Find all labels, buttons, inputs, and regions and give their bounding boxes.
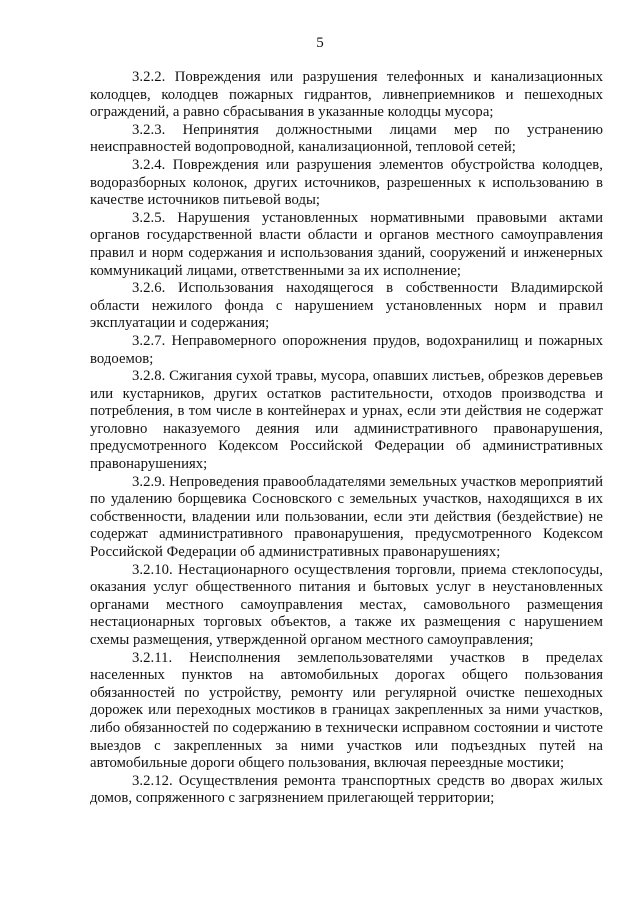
- clause-text: Повреждения или разрушения элементов обустройства колодцев, водоразборных колонок, других источников, разрешенных к использованию в качестве источников питьевой воды;: [90, 156, 603, 209]
- clause-number: 3.2.2.: [132, 69, 166, 85]
- clause-number: 3.2.3.: [132, 121, 166, 138]
- clause-text: Неисполнения землепользователями участков в пределах населенных пунктов на автомобильных дорогах общего пользования обязанностей по устройству, ремонту или регулярной очистке пешеходных дорожек или переходных мостиков в границах закрепленных за ними участков, либо обязанностей по содержанию в технически исправном состоянии и чистоте выездов с закрепленных за ними участков или подъездных путей на автомобильные дороги общего пользования, включая переездные мостики;: [90, 649, 603, 772]
- clause-number: 3.2.4.: [132, 156, 166, 173]
- page-number: 5: [316, 35, 324, 51]
- clause-number: 3.2.6.: [132, 280, 166, 297]
- clause-number: 3.2.8.: [132, 368, 166, 385]
- clause-text: Непроведения правообладателями земельных участков мероприятий по удалению борщевика Сосновского с земельных участков, находящихся в их собственности, владении или пользовании, если эти действия (бездействие) не содержат административного правонарушения, предусмотренного Кодексом Российской Федерации об административных правонарушениях;: [90, 473, 603, 561]
- clause-number: 3.2.9.: [132, 473, 166, 490]
- clause-text: Использования находящегося в собственности Владимирской области нежилого фонда с нарушением установленных норм и правил эксплуатации и содержания;: [90, 280, 603, 332]
- clause-3-2-9: [90, 474, 603, 562]
- clause-3-2-6: [90, 280, 603, 333]
- clause-text: Сжигания сухой травы, мусора, опавших листьев, обрезков деревьев или кустарников, других остатков растительности, отходов производства и потребления, в том числе в контейнерах и урнах, если эти действия не содержат уголовно наказуемого деяния или административного правонарушения, предусмотренного Кодексом Российской Федерации об административных правонарушениях;: [90, 368, 603, 473]
- clause-text: Осуществления ремонта транспортных средств во дворах жилых домов, сопряженного с загрязнением прилегающей территории;: [90, 772, 603, 807]
- clause-3-2-4: [90, 157, 603, 210]
- clause-3-2-11: [90, 650, 603, 773]
- clause-3-2-3: [90, 122, 603, 157]
- clause-3-2-7: [90, 333, 603, 368]
- clause-number: 3.2.12.: [132, 772, 173, 789]
- clause-3-2-10: [90, 562, 603, 650]
- clause-number: 3.2.10.: [132, 561, 173, 578]
- clause-text: Непринятия должностными лицами мер по устранению неисправностей водопроводной, канализационной, тепловой сетей;: [90, 121, 603, 156]
- clause-text: Неправомерного опорожнения прудов, водохранилищ и пожарных водоемов;: [90, 332, 603, 367]
- clause-3-2-12: [90, 773, 603, 808]
- clause-number: 3.2.7.: [132, 332, 166, 349]
- clause-number: 3.2.11.: [132, 649, 173, 666]
- clause-number: 3.2.5.: [132, 209, 166, 226]
- clause-3-2-5: [90, 210, 603, 280]
- document-body: [90, 69, 603, 808]
- clause-text: Нарушения установленных нормативными правовыми актами органов государственной власти области и органов местного самоуправления правил и норм содержания и использования зданий, сооружений и инженерных коммуникаций лицами, ответственными за их исполнение;: [90, 209, 603, 279]
- clause-text: Нестационарного осуществления торговли, приема стеклопосуды, оказания услуг общественного питания и бытовых услуг в неустановленных органами местного самоуправления местах, самовольного размещения нестационарных торговых объектов, а также их размещения с нарушением схемы размещения, утвержденной органом местного самоуправления;: [90, 561, 603, 648]
- clause-3-2-8: [90, 368, 603, 474]
- clause-text: Повреждения или разрушения телефонных и канализационных колодцев, колодцев пожарных гидрантов, ливнеприемников и пешеходных ограждений, а равно сбрасывания в указанные колодцы мусора;: [90, 69, 603, 121]
- clause-3-2-2: [90, 69, 603, 122]
